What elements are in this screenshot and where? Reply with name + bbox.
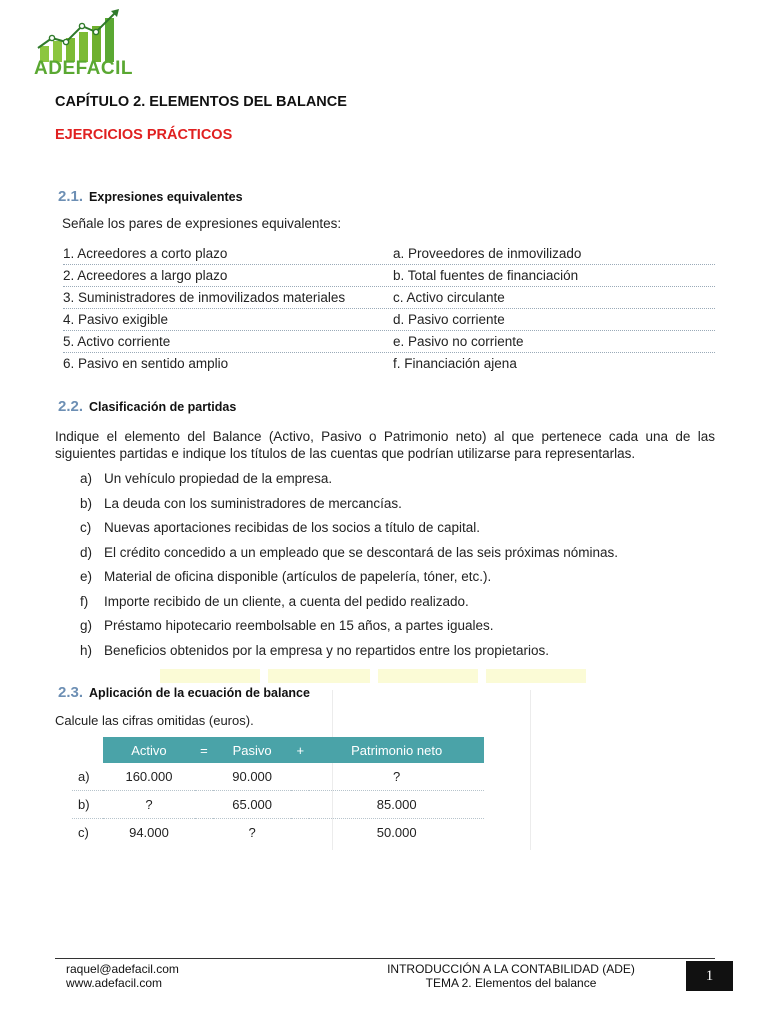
section-intro: Señale los pares de expresiones equivalentes: <box>62 216 342 231</box>
item-text: Material de oficina disponible (artículos de papelería, tóner, etc.). <box>104 569 492 584</box>
section-title: Clasificación de partidas <box>89 400 237 414</box>
table-row <box>72 791 484 819</box>
cell-spacer <box>291 763 309 791</box>
section-heading-2-2 <box>58 398 236 415</box>
growth-chart-icon <box>34 8 124 62</box>
footer-email: raquel@adefacil.com <box>66 962 179 976</box>
item-letter: d) <box>80 544 93 560</box>
cell-pasivo: 90.000 <box>213 763 291 791</box>
cell-spacer <box>195 791 213 819</box>
cell-patrimonio: 50.000 <box>376 825 417 840</box>
cell-patrimonio: 85.000 <box>309 791 484 819</box>
pair-left: 5. Activo corriente <box>63 334 171 349</box>
equivalence-pairs <box>63 244 715 375</box>
section-intro: Calcule las cifras omitidas (euros). <box>55 713 254 728</box>
pair-right: b. Total fuentes de financiación <box>393 268 579 283</box>
pair-row <box>63 288 715 309</box>
exercises-title: EJERCICIOS PRÁCTICOS <box>55 127 233 143</box>
pair-row <box>63 266 715 287</box>
table-row <box>72 819 484 847</box>
item-letter: h) <box>80 642 93 658</box>
item-letter: e) <box>80 569 93 584</box>
list-item <box>80 495 720 520</box>
highlight-block <box>378 669 478 683</box>
section-number: 2.3. <box>58 684 84 701</box>
item-letter: b) <box>80 495 93 511</box>
table-row <box>72 763 484 791</box>
item-letter: g) <box>80 618 93 633</box>
item-text: Importe recibido de un cliente, a cuenta del pedido realizado. <box>104 593 469 609</box>
classification-list <box>80 470 720 666</box>
page-number: 1 <box>686 961 733 991</box>
section-title: Aplicación de la ecuación de balance <box>89 686 310 700</box>
header-pasivo: Pasivo <box>213 737 291 763</box>
list-item <box>80 470 720 495</box>
header-empty <box>72 737 103 763</box>
header-patrimonio: Patrimonio neto <box>309 737 484 763</box>
section-title: Expresiones equivalentes <box>89 190 243 204</box>
header-plus: + <box>291 737 309 763</box>
cell-pasivo: ? <box>248 825 256 840</box>
section-heading-2-1 <box>58 188 243 205</box>
row-label: a) <box>72 763 103 791</box>
section-heading-2-3 <box>58 684 310 701</box>
list-item <box>80 568 720 593</box>
row-label: b) <box>72 791 103 819</box>
list-item <box>80 544 720 569</box>
item-text: Préstamo hipotecario reembolsable en 15 años, a partes iguales. <box>104 618 494 633</box>
footer-website: www.adefacil.com <box>66 976 163 990</box>
pair-left: 2. Acreedores a largo plazo <box>63 268 228 283</box>
item-text: Beneficios obtenidos por la empresa y no repartidos entre los propietarios. <box>104 642 549 658</box>
pair-row <box>63 310 715 331</box>
cell-spacer <box>291 819 309 847</box>
pair-left: 4. Pasivo exigible <box>63 312 169 327</box>
highlight-block <box>486 669 586 683</box>
highlight-block <box>268 669 370 683</box>
logo-text: ADEFACIL <box>34 58 133 79</box>
cell-pasivo: 65.000 <box>213 791 291 819</box>
pair-right: f. Financiación ajena <box>393 356 517 371</box>
item-text: La deuda con los suministradores de mercancías. <box>104 495 402 511</box>
pair-right: a. Proveedores de inmovilizado <box>393 246 582 261</box>
footer-topic: TEMA 2. Elementos del balance <box>425 976 597 990</box>
adefacil-logo <box>34 8 133 79</box>
table-header-row <box>72 737 484 763</box>
item-text: Un vehículo propiedad de la empresa. <box>104 471 333 486</box>
list-item <box>80 519 720 544</box>
cell-spacer <box>195 819 213 847</box>
pair-right: d. Pasivo corriente <box>393 312 505 327</box>
item-letter: c) <box>80 520 92 535</box>
section-number: 2.2. <box>58 398 84 415</box>
cell-spacer <box>291 791 309 819</box>
balance-table <box>72 737 484 846</box>
header-activo: Activo <box>103 737 195 763</box>
pair-left: 6. Pasivo en sentido amplio <box>63 356 229 371</box>
header-equals: = <box>195 737 213 763</box>
list-item <box>80 593 720 618</box>
pair-row <box>63 354 715 374</box>
cell-activo: 94.000 <box>129 825 169 840</box>
item-text: El crédito concedido a un empleado que se descontará de las seis próximas nóminas. <box>104 544 619 560</box>
pair-row <box>63 332 715 353</box>
guide-line <box>530 690 531 850</box>
cell-patrimonio: ? <box>309 763 484 791</box>
footer-contact <box>66 962 179 990</box>
chapter-title: CAPÍTULO 2. ELEMENTOS DEL BALANCE <box>55 94 347 110</box>
pair-row <box>63 244 715 265</box>
pair-right: c. Activo circulante <box>393 290 505 305</box>
cell-activo: ? <box>103 791 195 819</box>
pair-left: 3. Suministradores de inmovilizados materiales <box>63 290 346 305</box>
pair-right: e. Pasivo no corriente <box>393 334 524 349</box>
item-text: Nuevas aportaciones recibidas de los socios a título de capital. <box>104 520 480 535</box>
cell-spacer <box>195 763 213 791</box>
pair-left: 1. Acreedores a corto plazo <box>63 246 228 261</box>
section-intro: Indique el elemento del Balance (Activo, Pasivo o Patrimonio neto) al que pertenece cada una de las siguientes partidas e indique los títulos de las cuentas que podrían utilizarse para representarlas. <box>55 429 715 461</box>
highlight-block <box>160 669 260 683</box>
footer-course: INTRODUCCIÓN A LA CONTABILIDAD (ADE) <box>387 962 635 976</box>
item-letter: a) <box>80 471 93 486</box>
section-number: 2.1. <box>58 188 84 205</box>
cell-activo: 160.000 <box>103 763 195 791</box>
footer-divider <box>55 958 715 959</box>
list-item <box>80 617 720 642</box>
row-label: c) <box>78 825 89 840</box>
footer-course-info <box>376 962 646 990</box>
list-item <box>80 642 720 667</box>
item-letter: f) <box>80 593 89 609</box>
